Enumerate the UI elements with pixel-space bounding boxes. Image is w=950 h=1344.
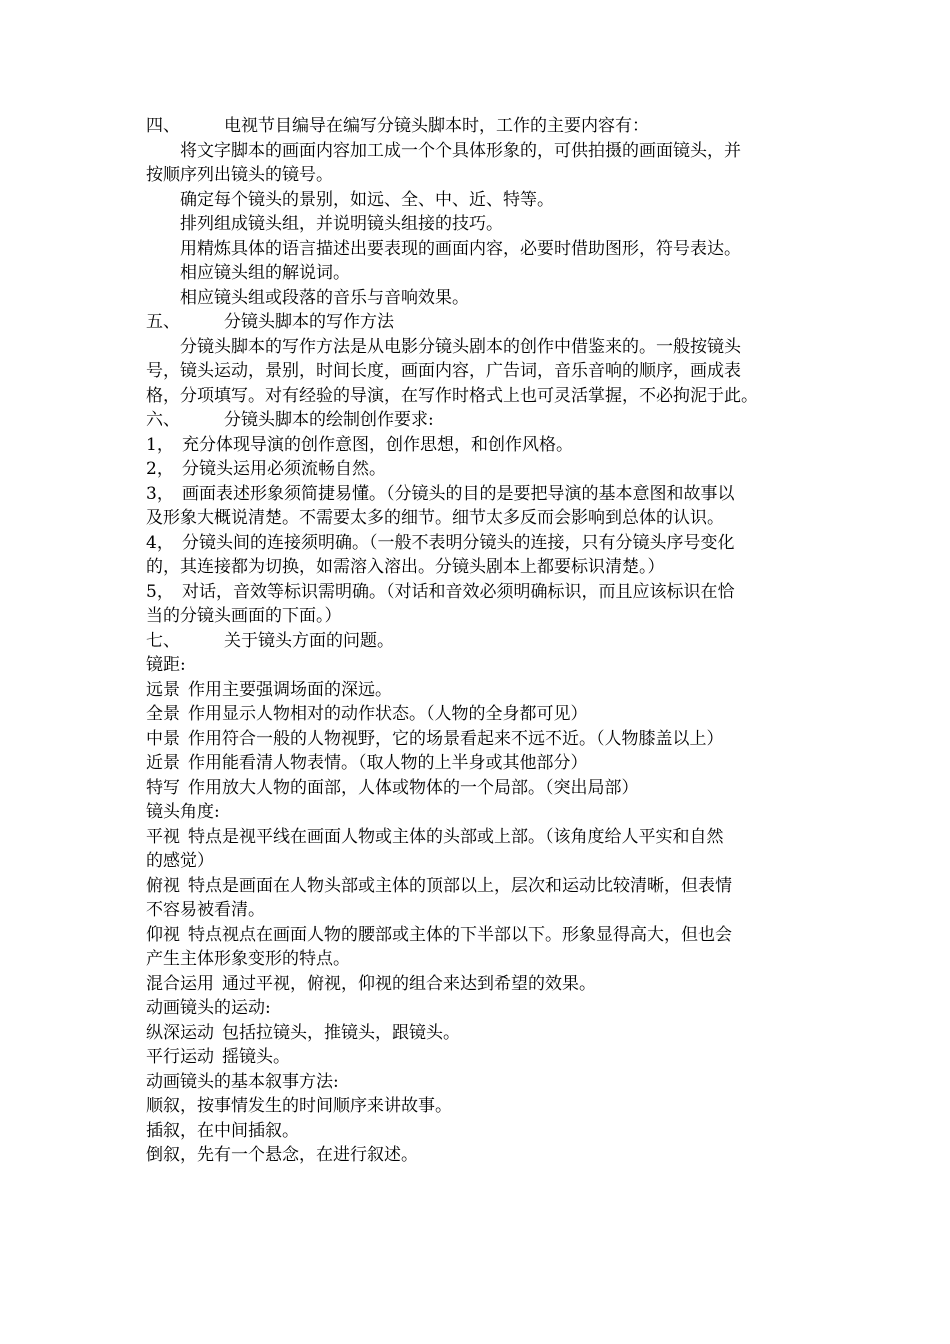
document-page — [146, 114, 808, 1168]
narration-line: 顺叙，按事情发生的时间顺序来讲故事。 — [146, 1096, 452, 1116]
section-title: 关于镜头方面的问题。 — [224, 630, 394, 651]
section-number: 五、 — [146, 312, 180, 332]
term-line: 近景 作用能看清人物表情。（取人物的上半身或其他部分） — [146, 753, 588, 773]
narration-line: 倒叙，先有一个悬念，在进行叙述。 — [146, 1145, 418, 1165]
section-title: 分镜头脚本的绘制创作要求: — [224, 410, 434, 430]
list-item-continuation: 及形象大概说清楚。不需要太多的细节。细节太多反而会影响到总体的认识。 — [146, 508, 724, 528]
list-item-continuation: 当的分镜头画面的下面。） — [146, 606, 342, 626]
term-line-continuation: 产生主体形象变形的特点。 — [146, 949, 350, 969]
paragraph-line: 号，镜头运动，景别，时间长度，画面内容，广告词，音乐音响的顺序，画成表 — [146, 361, 741, 381]
list-item-continuation: 的，其连接都为切换，如需溶入溶出。分镜头剧本上都要标识清楚。） — [146, 557, 665, 577]
term-line-continuation: 的感觉） — [146, 851, 214, 871]
paragraph-line: 用精炼具体的语言描述出要表现的画面内容，必要时借助图形，符号表达。 — [180, 238, 741, 259]
term-line: 中景 作用符合一般的人物视野，它的场景看起来不远不近。（人物膝盖以上） — [146, 728, 724, 749]
paragraph-line: 按顺序列出镜头的镜号。 — [146, 165, 333, 185]
paragraph-line: 确定每个镜头的景别，如远、全、中、近、特等。 — [180, 189, 554, 210]
term-line: 远景 作用主要强调场面的深远。 — [146, 679, 392, 700]
section-number: 七、 — [146, 630, 180, 651]
narration-line: 插叙，在中间插叙。 — [146, 1120, 299, 1141]
list-item: 3， 画面表述形象须简捷易懂。（分镜头的目的是要把导演的基本意图和故事以 — [146, 483, 735, 504]
term-line: 仰视 特点视点在画面人物的腰部或主体的下半部以下。形象显得高大，但也会 — [146, 924, 732, 945]
paragraph-line: 排列组成镜头组，并说明镜头组接的技巧。 — [180, 214, 503, 234]
list-item: 2， 分镜头运用必须流畅自然。 — [146, 459, 386, 479]
paragraph-line: 分镜头脚本的写作方法是从电影分镜头剧本的创作中借鉴来的。一般按镜头 — [180, 336, 741, 357]
section-number: 六、 — [146, 410, 180, 430]
section-6-heading — [146, 408, 808, 433]
list-item: 5， 对话，音效等标识需明确。（对话和音效必须明确标识，而且应该标识在恰 — [146, 581, 735, 602]
section-7-heading — [146, 629, 808, 654]
subsection-label: 动画镜头的运动: — [146, 998, 271, 1018]
paragraph-line: 将文字脚本的画面内容加工成一个个具体形象的，可供拍摄的画面镜头，并 — [180, 140, 741, 161]
paragraph-line: 格，分项填写。对有经验的导演，在写作时格式上也可灵活掌握，不必拘泥于此。 — [146, 385, 758, 406]
term-line: 平行运动 摇镜头。 — [146, 1047, 290, 1067]
list-item: 1， 充分体现导演的创作意图，创作思想，和创作风格。 — [146, 434, 573, 455]
subsection-label: 镜距: — [146, 655, 186, 675]
section-title: 电视节目编导在编写分镜头脚本时，工作的主要内容有： — [224, 116, 649, 136]
term-line: 俯视 特点是画面在人物头部或主体的顶部以上，层次和运动比较清晰，但表情 — [146, 875, 732, 896]
term-line: 全景 作用显示人物相对的动作状态。（人物的全身都可见） — [146, 704, 588, 724]
term-line: 混合运用 通过平视，俯视，仰视的组合来达到希望的效果。 — [146, 973, 596, 994]
paragraph-line: 相应镜头组或段落的音乐与音响效果。 — [180, 287, 469, 308]
term-line: 平视 特点是视平线在画面人物或主体的头部或上部。（该角度给人平实和自然 — [146, 826, 724, 847]
list-item: 4， 分镜头间的连接须明确。（一般不表明分镜头的连接，只有分镜头序号变化 — [146, 532, 735, 553]
section-5-heading — [146, 310, 808, 335]
term-line: 特写 作用放大人物的面部，人体或物体的一个局部。（突出局部） — [146, 777, 639, 798]
paragraph-line: 相应镜头组的解说词。 — [180, 263, 350, 283]
section-title: 分镜头脚本的写作方法 — [224, 312, 394, 332]
section-4-heading — [146, 114, 808, 139]
subsection-label: 镜头角度: — [146, 802, 220, 822]
term-line: 纵深运动 包括拉镜头，推镜头，跟镜头。 — [146, 1022, 460, 1043]
term-line-continuation: 不容易被看清。 — [146, 900, 265, 920]
section-number: 四、 — [146, 116, 180, 136]
subsection-label: 动画镜头的基本叙事方法: — [146, 1071, 339, 1092]
